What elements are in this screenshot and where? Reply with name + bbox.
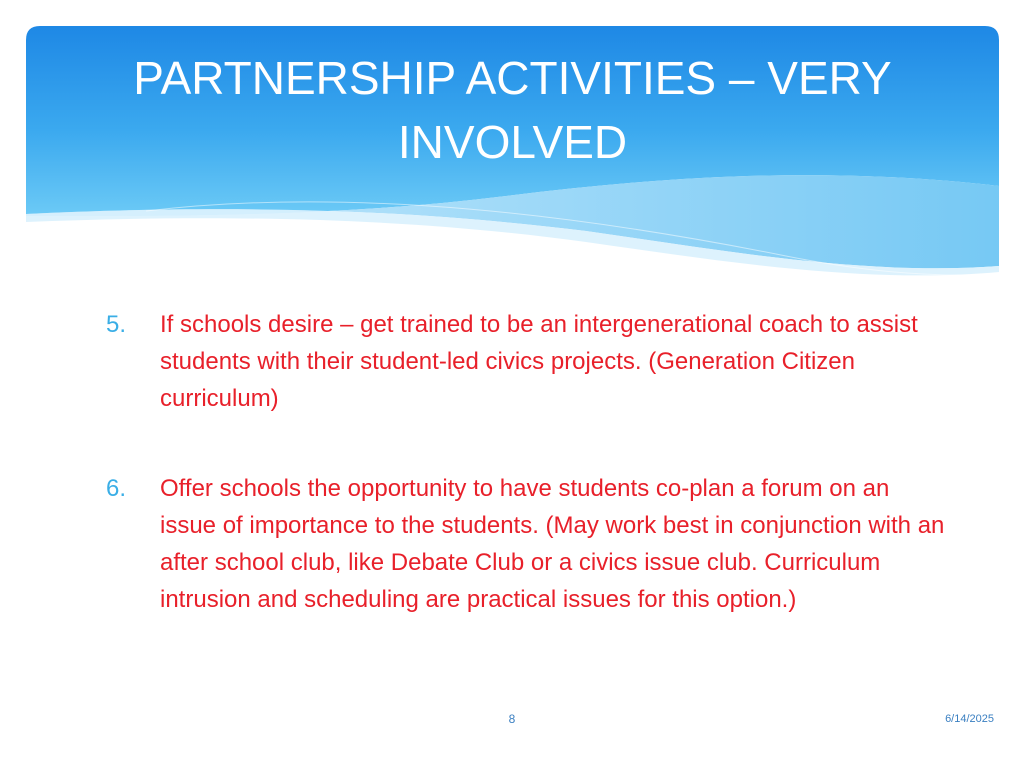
slide-date: 6/14/2025 <box>945 713 994 725</box>
page-number: 8 <box>508 712 516 726</box>
list-item-text: If schools desire – get trained to be an intergenerational coach to assist students with their student-led civics projects. (Generation Citizen curriculum) <box>160 311 918 412</box>
activity-list <box>106 306 946 618</box>
title-banner <box>26 26 999 286</box>
list-item-text: Offer schools the opportunity to have students co-plan a forum on an issue of importance to the students. (May work best in conjunction with an after school club, like Debate Club or a civics issue club. Curriculum intrusion and scheduling are practical issues for this option.) <box>160 475 945 613</box>
list-item <box>106 470 946 618</box>
list-item-number: 6. <box>106 475 127 502</box>
slide-title: PARTNERSHIP ACTIVITIES – VERY INVOLVED <box>133 52 892 168</box>
list-item-number: 5. <box>106 311 127 338</box>
list-item <box>106 306 946 417</box>
